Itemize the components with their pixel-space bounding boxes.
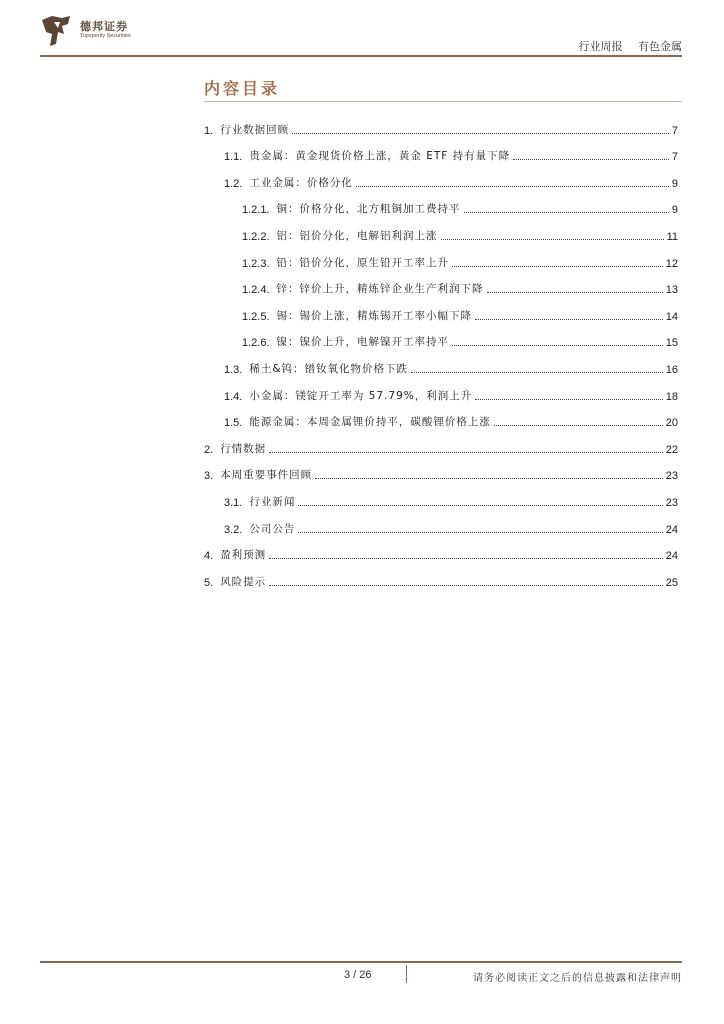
toc-entry-title: 锡：锡价上涨，精炼锡开工率小幅下降 <box>276 309 473 322</box>
toc-entry[interactable] <box>204 403 678 430</box>
toc-entry[interactable] <box>204 376 678 403</box>
toc-entry-page: 20 <box>665 417 678 430</box>
toc-entry-number: 1.2.3. <box>242 257 270 270</box>
footer-separator <box>406 965 407 983</box>
toc-entry[interactable] <box>204 270 678 297</box>
toc-entry[interactable] <box>204 509 678 536</box>
toc-dot-leader <box>269 558 663 559</box>
toc-dot-leader <box>452 266 663 267</box>
report-type: 行业周报 <box>578 40 623 53</box>
toc-entry-page: 11 <box>666 230 678 243</box>
toc-entry-number: 1.4. <box>224 390 243 403</box>
footer-divider <box>40 961 682 963</box>
toc-entry-number: 5. <box>204 576 214 589</box>
toc-entry-title: 风险提示 <box>220 575 267 588</box>
toc-entry-page: 18 <box>665 390 678 403</box>
header-meta <box>579 38 683 54</box>
toc-entry-page: 15 <box>665 337 678 350</box>
toc-entry[interactable] <box>204 456 678 483</box>
toc-entry-page: 9 <box>671 204 678 217</box>
toc-dot-leader <box>494 425 663 426</box>
toc-entry-page: 7 <box>671 151 678 164</box>
toc-entry-title: 能源金属：本周金属锂价持平，碳酸锂价格上涨 <box>249 416 491 429</box>
toc-entry-title: 盈利预测 <box>220 549 267 562</box>
toc-entry[interactable] <box>204 296 678 323</box>
toc-entry-number: 1.2.5. <box>242 310 270 323</box>
toc-entry-title: 贵金属：黄金现货价格上涨，黄金 ETF 持有量下降 <box>249 150 511 163</box>
toc-dot-leader <box>452 345 663 346</box>
toc-entry[interactable] <box>204 243 678 270</box>
toc-entry-title: 本周重要事件回顾 <box>220 469 313 482</box>
toc-entry[interactable] <box>204 163 678 190</box>
toc-entry-title: 铅：铅价分化，原生铅开工率上升 <box>276 256 450 269</box>
toc-entry-title: 铝：铝价分化，电解铝利润上涨 <box>276 229 438 242</box>
toc-entry-number: 2. <box>204 443 214 456</box>
toc-entry-page: 7 <box>671 124 678 137</box>
toc-entry-title: 工业金属：价格分化 <box>249 176 353 189</box>
toc-entry-page: 14 <box>665 310 678 323</box>
toc-entry-page: 25 <box>665 576 678 589</box>
toc-entry-number: 1.5. <box>224 417 243 430</box>
toc-entry-title: 镍：镍价上升，电解镍开工率持平 <box>276 336 450 349</box>
toc-entry-page: 16 <box>665 363 678 376</box>
toc-dot-leader <box>269 585 663 586</box>
toc-entry-number: 1.2.2. <box>242 230 270 243</box>
sector-name: 有色金属 <box>638 40 682 53</box>
toc-entry-title: 行情数据 <box>220 442 267 455</box>
toc-entry-page: 22 <box>665 443 678 456</box>
toc-entry[interactable] <box>204 349 678 376</box>
toc-dot-leader <box>269 452 663 453</box>
toc-dot-leader <box>411 372 663 373</box>
toc-entry-title: 铜：价格分化，北方粗铜加工费持平 <box>276 203 461 216</box>
logo-name-cn: 德邦证券 <box>80 20 128 33</box>
toc-entry-number: 1.2.4. <box>242 284 270 297</box>
toc-entry[interactable] <box>204 110 678 137</box>
toc-entry-number: 1. <box>204 124 214 137</box>
toc-entry-title: 小金属：镁锭开工率为 57.79%，利润上升 <box>249 389 473 402</box>
company-logo <box>40 14 160 50</box>
toc-entry-title: 行业新闻 <box>249 495 296 508</box>
page-header <box>0 0 724 60</box>
disclaimer-note: 请务必阅读正文之后的信息披露和法律声明 <box>473 973 682 984</box>
toc-entry-number: 1.1. <box>224 151 243 164</box>
toc-entry-page: 23 <box>665 496 678 509</box>
toc-title-divider <box>204 101 682 102</box>
toc-title: 内容目录 <box>204 79 281 98</box>
toc-dot-leader <box>487 292 663 293</box>
toc-entry-page: 24 <box>665 550 678 563</box>
toc-entry[interactable] <box>204 323 678 350</box>
toc-entry[interactable] <box>204 429 678 456</box>
toc-dot-leader <box>475 399 663 400</box>
toc-entry-title: 公司公告 <box>249 522 296 535</box>
toc-entry-title: 稀土&钨：镨钕氧化物价格下跌 <box>249 362 409 375</box>
toc-dot-leader <box>464 212 669 213</box>
toc-entry-number: 1.2.6. <box>242 337 270 350</box>
toc-entry-number: 1.2.1. <box>242 204 270 217</box>
header-divider <box>40 55 682 57</box>
toc-entry-title: 行业数据回顾 <box>220 123 290 136</box>
toc-entry[interactable] <box>204 562 678 589</box>
toc-dot-leader <box>441 239 664 240</box>
toc-entry[interactable] <box>204 482 678 509</box>
toc-entry-number: 3.1. <box>224 496 243 509</box>
toc-entry-number: 1.3. <box>224 363 243 376</box>
toc-entry[interactable] <box>204 137 678 164</box>
table-of-contents <box>204 110 678 589</box>
toc-dot-leader <box>298 532 662 533</box>
toc-entry-page: 13 <box>665 284 678 297</box>
toc-entry-page: 24 <box>665 523 678 536</box>
toc-dot-leader <box>513 159 669 160</box>
toc-entry[interactable] <box>204 536 678 563</box>
toc-dot-leader <box>292 133 669 134</box>
toc-dot-leader <box>475 319 663 320</box>
toc-entry[interactable] <box>204 216 678 243</box>
toc-entry[interactable] <box>204 190 678 217</box>
toc-entry-number: 4. <box>204 550 214 563</box>
toc-entry-page: 9 <box>671 177 678 190</box>
toc-entry-page: 23 <box>665 470 678 483</box>
toc-entry-number: 3. <box>204 470 214 483</box>
toc-dot-leader <box>356 186 669 187</box>
toc-entry-number: 3.2. <box>224 523 243 536</box>
logo-name-en: Topsperity Securities <box>80 33 131 39</box>
toc-dot-leader <box>298 505 662 506</box>
toc-entry-title: 锌：锌价上升，精炼锌企业生产利润下降 <box>276 283 484 296</box>
page-number: 3 / 26 <box>344 969 372 981</box>
logo-icon <box>40 14 74 48</box>
toc-dot-leader <box>315 478 663 479</box>
toc-entry-number: 1.2. <box>224 177 243 190</box>
toc-entry-page: 12 <box>665 257 678 270</box>
